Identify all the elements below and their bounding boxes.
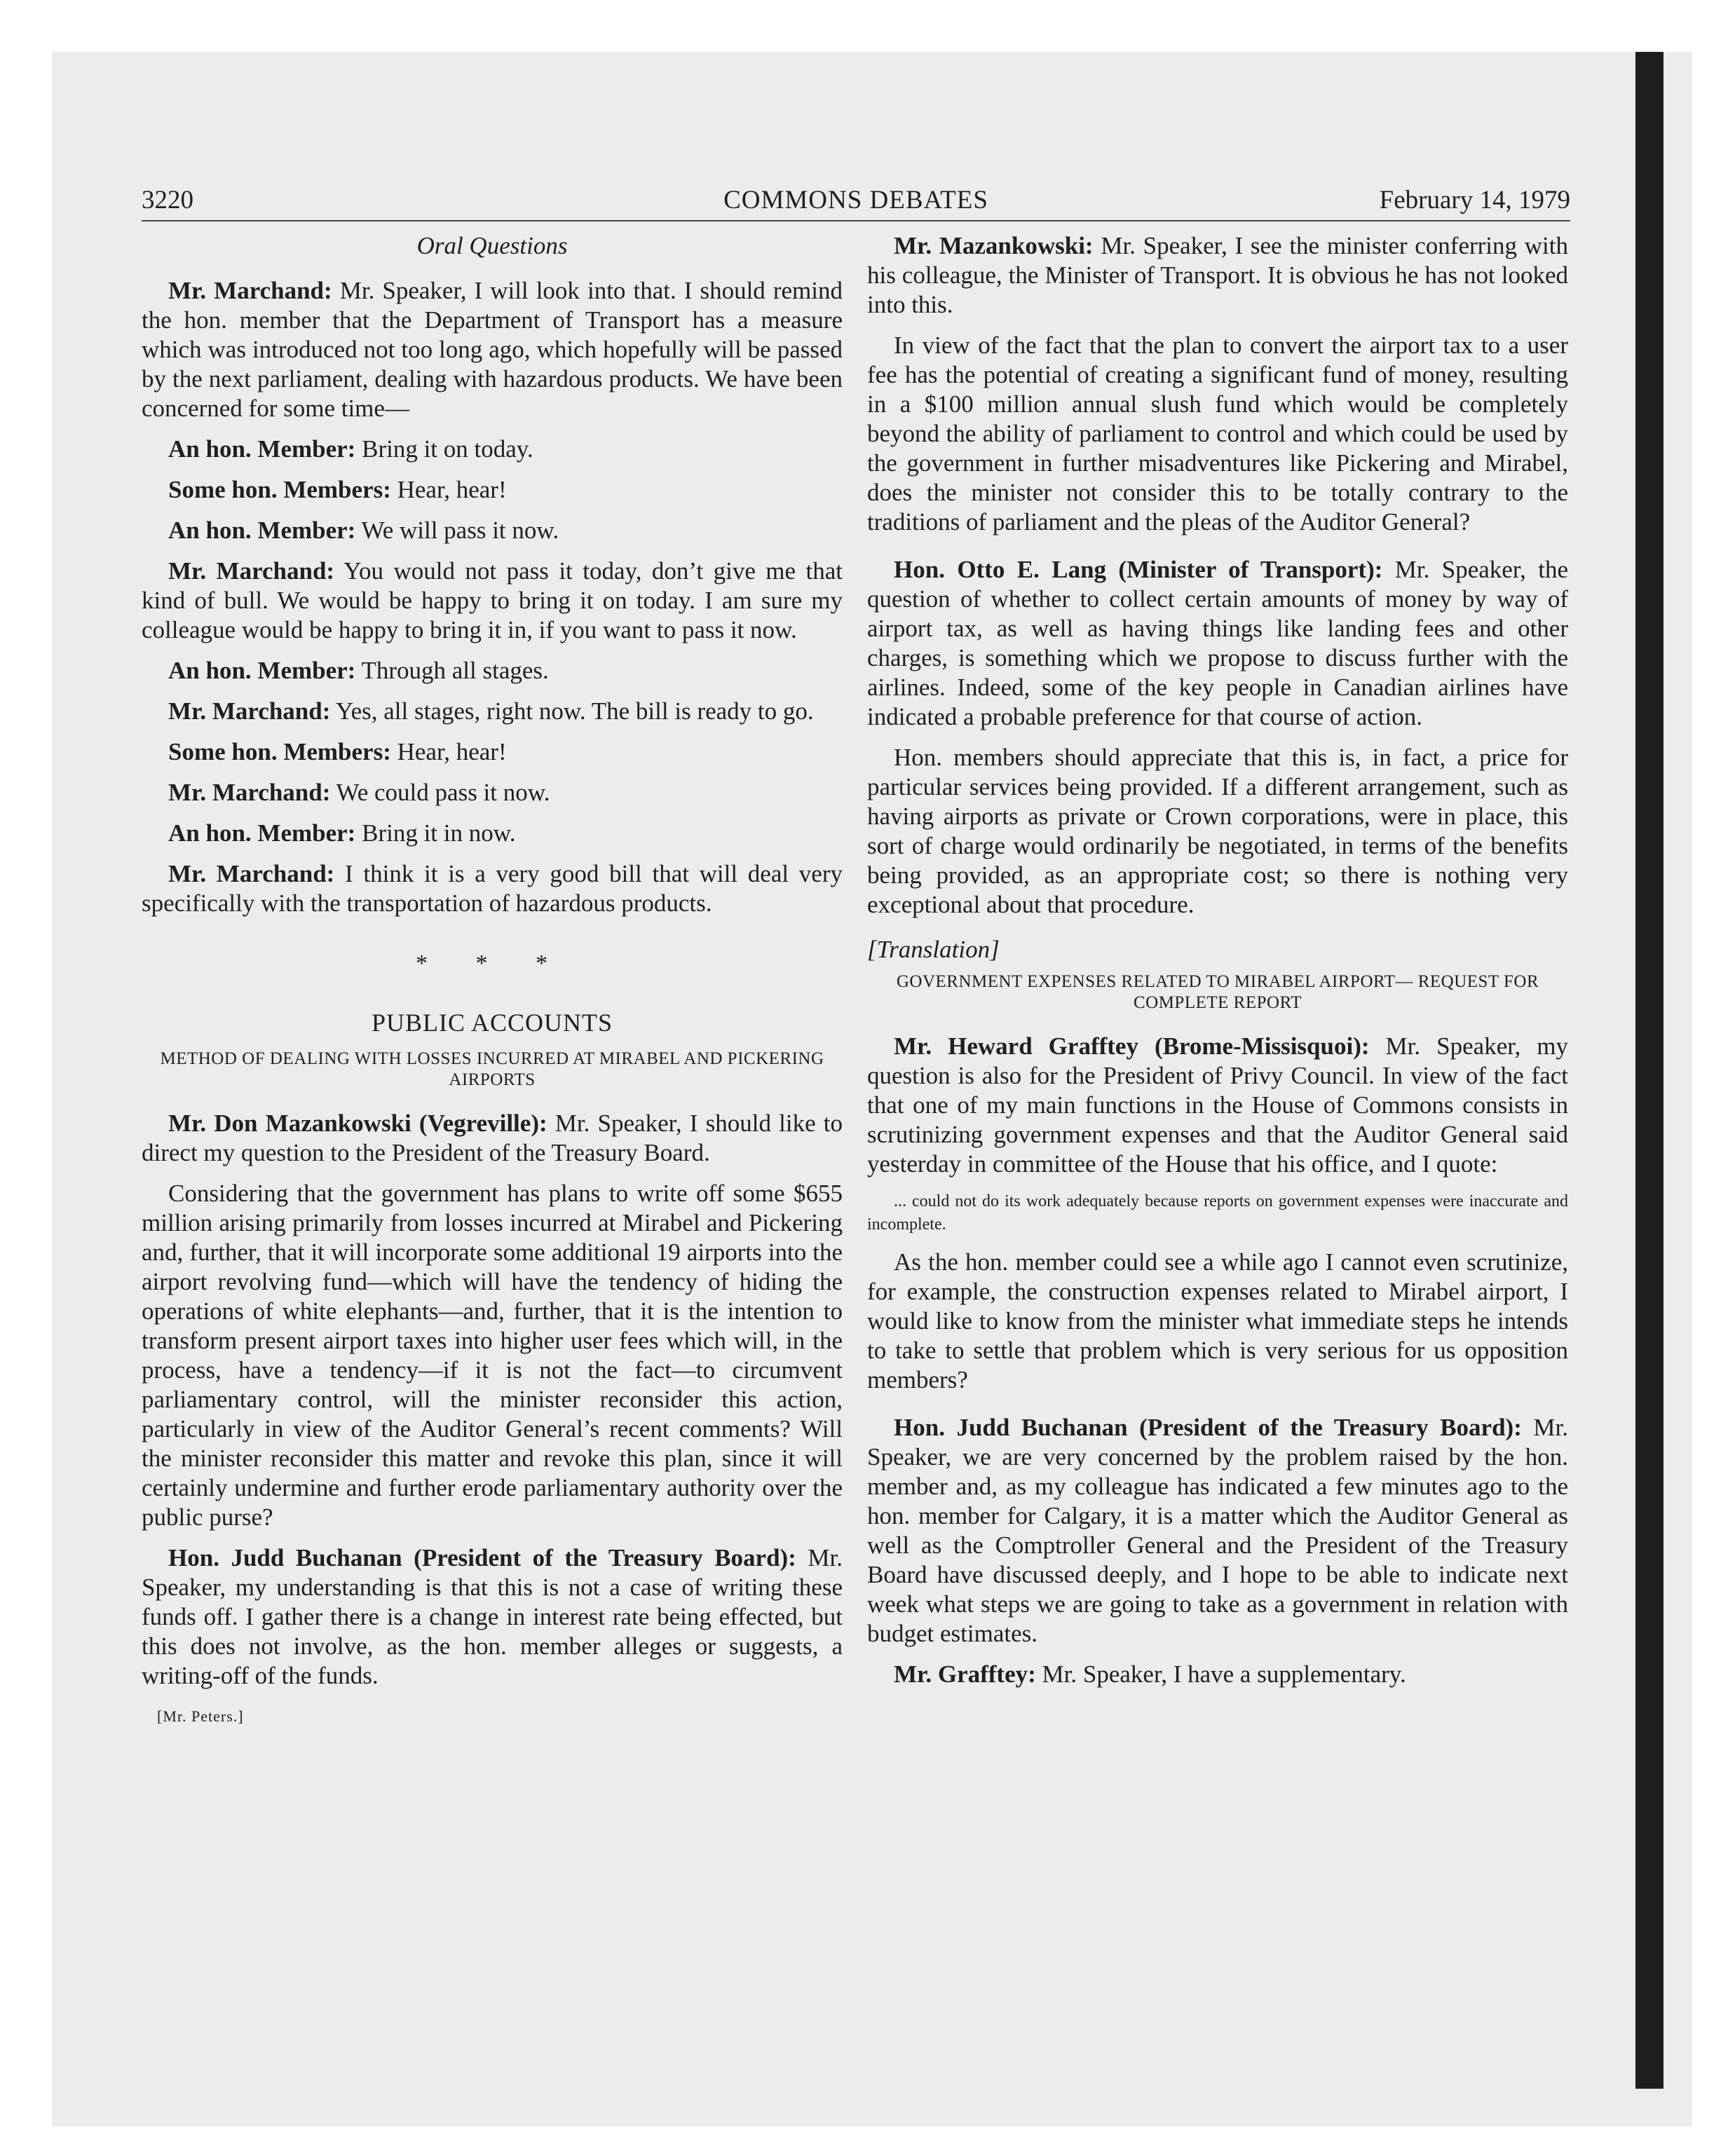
translation-label: [Translation] [867, 936, 1000, 963]
section-subtitle: GOVERNMENT EXPENSES RELATED TO MIRABEL AIRPORT— REQUEST FOR COMPLETE REPORT [896, 972, 1539, 1012]
speaker-name: Mr. Heward Grafftey (Brome-Missisquoi): [894, 1032, 1370, 1060]
footnote: [Mr. Peters.] [157, 1707, 244, 1725]
speech-text: Hear, hear! [390, 476, 507, 503]
speech-paragraph [142, 656, 843, 685]
speech-text: Mr. Speaker, my understanding is that this is not a case of writing these funds off. I gather there is a change in interest rate being effected, but this does not involve, as the hon. member alleges or suggests, a writing-off of the funds. [142, 1544, 843, 1689]
speaker-name: An hon. Member: [168, 819, 356, 847]
speech-text: Through all stages. [355, 657, 549, 684]
section-subtitle: METHOD OF DEALING WITH LOSSES INCURRED AT MIRABEL AND PICKERING AIRPORTS [160, 1049, 824, 1089]
speech-text: Mr. Speaker, I see the minister conferring with his colleague, the Minister of Transport. It is obvious he has not looked into this. [867, 232, 1568, 318]
speaker-name: Mr. Don Mazankowski (Vegreville): [168, 1110, 547, 1137]
section-break-stars: * * * [416, 950, 569, 976]
left-column [142, 231, 843, 1731]
section-title: PUBLIC ACCOUNTS [371, 1009, 613, 1037]
speech-paragraph [142, 778, 843, 807]
speech-paragraph [867, 1032, 1568, 1179]
speaker-name: Some hon. Members: [168, 476, 391, 503]
speech-paragraph [142, 859, 843, 918]
page-header [142, 185, 1570, 221]
speech-text: We will pass it now. [355, 517, 559, 544]
speech-paragraph [142, 516, 843, 545]
section-label: Oral Questions [416, 232, 568, 259]
speech-paragraph [142, 475, 843, 505]
speech-paragraph [867, 555, 1568, 732]
speech-paragraph [867, 231, 1568, 320]
block-quote: ... could not do its work adequately because reports on government expenses were inaccurate and incomplete. [867, 1192, 1568, 1234]
speech-paragraph [142, 276, 843, 423]
speech-text: Mr. Speaker, my question is also for the President of Privy Council. In view of the fact that one of my main functions in the House of Commons consists in scrutinizing government expenses and that the Auditor General said yesterday in committee of the House that his office, and I quote: [867, 1032, 1568, 1178]
speech-paragraph: As the hon. member could see a while ago I cannot even scrutinize, for example, the construction expenses related to Mirabel airport, I would like to know from the minister what immediate steps he intends to take to settle that problem which is very serious for us opposition members? [867, 1248, 1568, 1393]
speech-paragraph [142, 697, 843, 726]
speech-paragraph: Considering that the government has plans to write off some $655 million arising primarily from losses incurred at Mirabel and Pickering and, further, that it will incorporate some additional 19 airports into the airport revolving fund—which will have the tendency of hiding the operations of white elephants—and, further, that it is the intention to transform present airport taxes into higher user fees which will, in the process, have a tendency—if it is not the fact—to circumvent parliamentary control, will the minister reconsider this action, particularly in view of the Auditor General’s recent comments? Will the minister reconsider this matter and revoke this plan, since it will certainly undermine and further erode parliamentary authority over the public purse? [142, 1180, 843, 1531]
page-number: 3220 [142, 186, 193, 214]
speech-paragraph [142, 1109, 843, 1168]
speaker-name: Mr. Grafftey: [894, 1660, 1036, 1688]
speaker-name: Mr. Marchand: [168, 277, 332, 304]
speech-text: Mr. Speaker, I will look into that. I should remind the hon. member that the Department of Transport has a measure which was introduced not too long ago, which hopefully will be passed by the next parliament, dealing with hazardous products. We have been concerned for some time— [142, 277, 843, 422]
speech-text: Bring it in now. [355, 819, 516, 847]
speaker-name: Some hon. Members: [168, 738, 391, 765]
speaker-name: An hon. Member: [168, 657, 356, 684]
speech-text: Mr. Speaker, I have a supplementary. [1035, 1660, 1406, 1688]
speech-paragraph [142, 1543, 843, 1691]
speaker-name: Mr. Marchand: [168, 697, 331, 725]
speech-paragraph [142, 819, 843, 848]
speech-text: Mr. Speaker, we are very concerned by the problem raised by the hon. member and, as my colleague has indicated a few minutes ago to the hon. member for Calgary, it is a matter which the Auditor General as well as the Comptroller General and the President of the Treasury Board have discussed deeply, and I hope to be able to indicate next week what steps we are going to take as a government in relation with budget estimates. [867, 1414, 1568, 1647]
right-column [867, 231, 1568, 1700]
speaker-name: Mr. Mazankowski: [894, 232, 1094, 259]
speaker-name: Mr. Marchand: [168, 557, 335, 585]
speaker-name: Hon. Judd Buchanan (President of the Treasury Board): [168, 1544, 796, 1571]
speech-text: I think it is a very good bill that will deal very specifically with the transportation of hazardous products. [142, 860, 843, 917]
speech-paragraph [142, 737, 843, 767]
speaker-name: Mr. Marchand: [168, 779, 331, 806]
speech-text: Mr. Speaker, I should like to direct my question to the President of the Treasury Board. [142, 1110, 843, 1166]
scan-edge-bar [1635, 52, 1663, 2089]
speech-text: Yes, all stages, right now. The bill is ready to go. [330, 697, 814, 725]
speech-text: You would not pass it today, don’t give me that kind of bull. We would be happy to bring it on today. I am sure my colleague would be happy to bring it in, if you want to pass it now. [142, 557, 843, 643]
speaker-name: An hon. Member: [168, 517, 356, 544]
speaker-name: Mr. Marchand: [168, 860, 335, 887]
speech-paragraph [867, 1413, 1568, 1649]
speech-paragraph [142, 557, 843, 645]
speech-paragraph [142, 435, 843, 464]
page-date: February 14, 1979 [1379, 186, 1570, 214]
speaker-name: Hon. Judd Buchanan (President of the Treasury Board): [894, 1414, 1522, 1441]
speaker-name: Hon. Otto E. Lang (Minister of Transport): [894, 556, 1383, 583]
publication-title: COMMONS DEBATES [723, 186, 988, 214]
speaker-name: An hon. Member: [168, 435, 356, 463]
speech-paragraph: Hon. members should appreciate that this is, in fact, a price for particular services being provided. If a different arrangement, such as having airports as private or Crown corporations, were in place, this sort of charge would ordinarily be negotiated, in terms of the benefits being provided, as an appropriate cost; so there is nothing very exceptional about that procedure. [867, 744, 1568, 918]
speech-text: We could pass it now. [330, 779, 550, 806]
speech-paragraph [867, 1660, 1568, 1689]
speech-paragraph: In view of the fact that the plan to convert the airport tax to a user fee has the potential of creating a significant fund of money, resulting in a $100 million annual slush fund which would be completely beyond the ability of parliament to control and which could be used by the government in further misadventures like Pickering and Mirabel, does the minister not consider this to be totally contrary to the traditions of parliament and the pleas of the Auditor General? [867, 332, 1568, 535]
speech-text: Hear, hear! [390, 738, 507, 765]
speech-text: Mr. Speaker, the question of whether to collect certain amounts of money by way of airport tax, as well as having things like landing fees and other charges, is something which we propose to discuss further with the airlines. Indeed, some of the key people in Canadian airlines have indicated a probable preference for that course of action. [867, 556, 1568, 730]
speech-text: Bring it on today. [355, 435, 533, 463]
